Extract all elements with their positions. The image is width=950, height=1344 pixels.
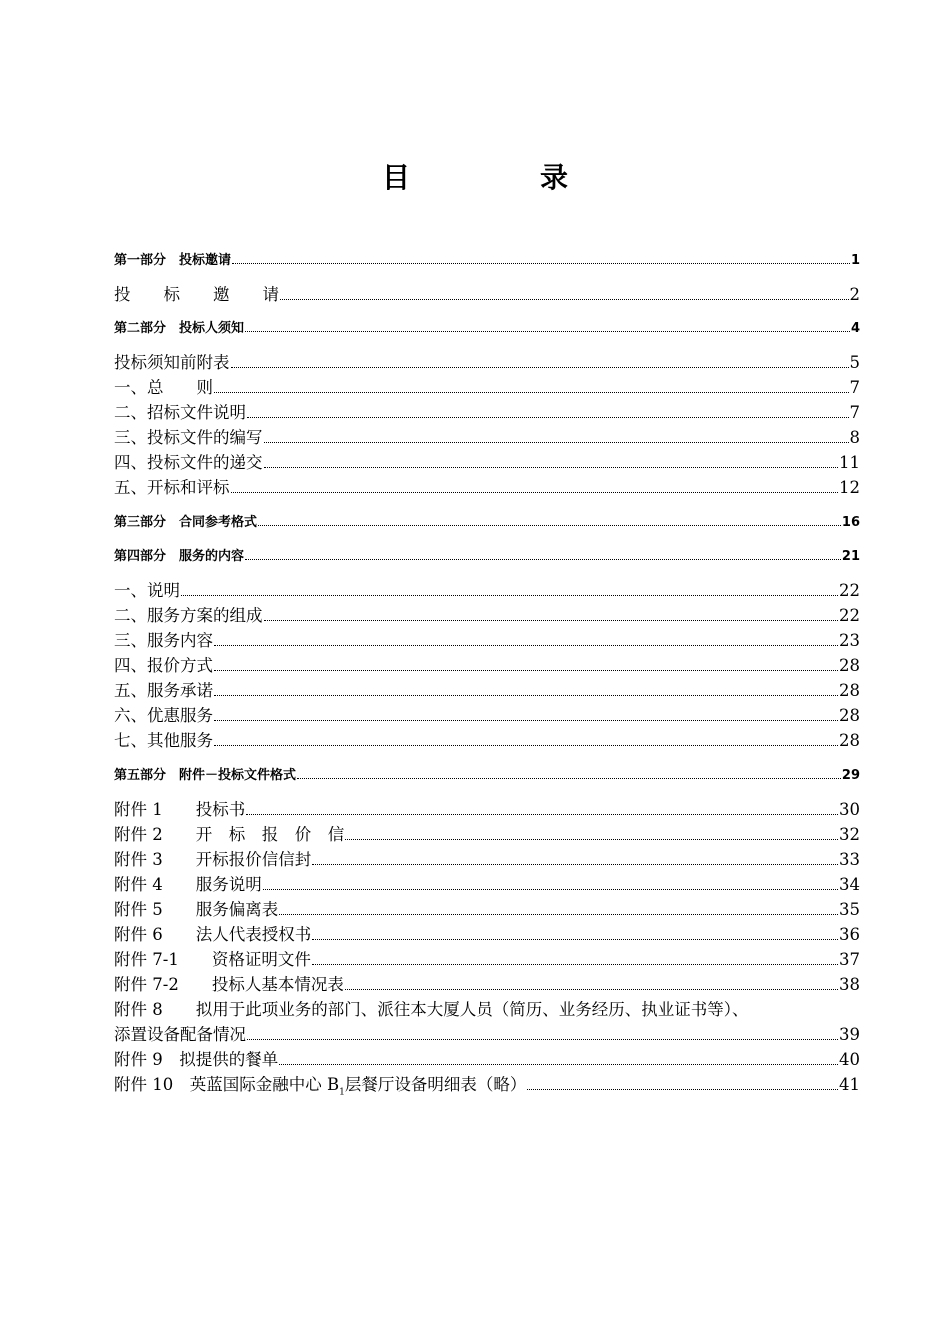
toc-entry-label: 附件 1 投标书: [114, 800, 246, 819]
toc-entry-page: 37: [839, 950, 860, 969]
toc-entry[interactable]: [114, 1021, 860, 1045]
toc-title-char-1: 目: [381, 161, 410, 194]
toc-entry[interactable]: [114, 846, 860, 870]
toc-entry-label: 附件 4 服务说明: [114, 875, 262, 894]
toc-entry-label: 附件 7-2 投标人基本情况表: [114, 975, 344, 994]
toc-entry-label: 四、报价方式: [114, 656, 213, 675]
toc-entry-label: 添置设备配备情况: [114, 1025, 246, 1044]
toc-entry[interactable]: [114, 702, 860, 726]
toc-entry-page: 21: [841, 549, 860, 564]
toc-entry-page: 30: [839, 800, 860, 819]
toc-entry[interactable]: [114, 946, 860, 970]
toc-entry[interactable]: [114, 424, 860, 448]
toc-entry-label: 一、总 则: [114, 378, 213, 397]
toc-entry-part-1[interactable]: [114, 249, 860, 268]
toc-entry-label: 三、投标文件的编写: [114, 428, 263, 447]
toc-entry-page: 28: [839, 681, 860, 700]
toc-entry-page: 41: [839, 1075, 860, 1094]
toc-entry-page: 32: [839, 825, 860, 844]
toc-entry[interactable]: [114, 281, 860, 305]
toc-entry[interactable]: [114, 896, 860, 920]
toc-entry-label: 第三部分 合同参考格式: [114, 515, 258, 530]
toc-entry[interactable]: [114, 449, 860, 473]
toc-entry-label: 第一部分 投标邀请: [114, 253, 232, 268]
toc-entry-label-head: 附件 10 英蓝国际金融中心 B: [114, 1075, 340, 1094]
toc-entry[interactable]: [114, 821, 860, 845]
toc-entry-page: 12: [839, 478, 860, 497]
toc-entry[interactable]: [114, 577, 860, 601]
toc-entry-label-tail: 层餐厅设备明细表（略）: [344, 1075, 527, 1094]
toc-entry[interactable]: [114, 796, 860, 820]
toc-entry[interactable]: [114, 652, 860, 676]
toc-entry-page: 34: [839, 875, 860, 894]
toc-entry-label: 投标须知前附表: [114, 353, 230, 372]
toc-entry-page: 36: [839, 925, 860, 944]
toc-entry-label: 第五部分 附件－投标文件格式: [114, 768, 297, 783]
toc-entry-label: 附件 8 拟用于此项业务的部门、派往本大厦人员（简历、业务经历、执业证书等）、: [114, 1000, 749, 1019]
toc-entry[interactable]: [114, 374, 860, 398]
toc-entry-label: 六、优惠服务: [114, 706, 213, 725]
toc-entry-label: 七、其他服务: [114, 731, 213, 750]
toc-entry-page: 22: [839, 606, 860, 625]
toc-entry-page: 39: [839, 1025, 860, 1044]
toc-entry-page: 38: [839, 975, 860, 994]
toc-entry-label: 附件 3 开标报价信信封: [114, 850, 312, 869]
toc-entry-label: 第二部分 投标人须知: [114, 321, 245, 336]
toc-entry-part-4[interactable]: [114, 545, 860, 564]
toc-entry-label: 三、服务内容: [114, 631, 213, 650]
toc-entry-label: 附件 5 服务偏离表: [114, 900, 279, 919]
toc-entry-label: 五、开标和评标: [114, 478, 230, 497]
toc-entry[interactable]: [114, 677, 860, 701]
toc-entry-page: 28: [839, 706, 860, 725]
toc-entry-label: 附件 6 法人代表授权书: [114, 925, 312, 944]
toc-entry[interactable]: [114, 871, 860, 895]
toc-entry-label-subscript: 1: [339, 1087, 345, 1098]
toc-entry-page: 35: [839, 900, 860, 919]
toc-entry-page: 28: [839, 731, 860, 750]
toc-entry-page: 4: [850, 321, 860, 336]
toc-entry[interactable]: [114, 627, 860, 651]
toc-entry-page: 23: [839, 631, 860, 650]
toc-entry-page: 1: [850, 253, 860, 268]
toc-entry-part-3[interactable]: [114, 511, 860, 530]
toc-entry-page: 7: [849, 403, 860, 422]
toc-entry[interactable]: [114, 1046, 860, 1070]
toc-entry-label: 第四部分 服务的内容: [114, 549, 245, 564]
toc-title-char-2: 录: [540, 161, 569, 194]
toc-entry-label: 附件 7-1 资格证明文件: [114, 950, 311, 969]
toc-entry[interactable]: [114, 921, 860, 945]
toc-entry-label: 二、招标文件说明: [114, 403, 246, 422]
toc-entry[interactable]: [114, 727, 860, 751]
toc-entry-label: 一、说明: [114, 581, 180, 600]
toc-entry-label: 二、服务方案的组成: [114, 606, 263, 625]
toc-entry[interactable]: [114, 474, 860, 498]
toc-entry-part-5[interactable]: [114, 764, 860, 783]
toc-entry-page: 7: [849, 378, 860, 397]
toc-entry-page: 5: [849, 353, 860, 372]
toc-entry-page: 16: [841, 515, 860, 530]
toc-entry-label: 四、投标文件的递交: [114, 453, 263, 472]
toc-entry-page: 33: [839, 850, 860, 869]
toc-entry-page: 40: [839, 1050, 860, 1069]
toc-entry-page: 8: [849, 428, 860, 447]
toc-title: [0, 156, 950, 196]
toc-entry-page: 22: [839, 581, 860, 600]
toc-entry-page: 28: [839, 656, 860, 675]
toc-entry[interactable]: [114, 971, 860, 995]
toc-entry-label: 附件 2 开 标 报 价 信: [114, 825, 345, 844]
toc-entry[interactable]: [114, 1071, 860, 1097]
toc-entry-label: [114, 1071, 526, 1097]
toc-entry-label: 投 标 邀 请: [114, 285, 279, 304]
toc-entry-page: 11: [839, 453, 860, 472]
toc-entry-label: 五、服务承诺: [114, 681, 213, 700]
toc-entry-continued-line[interactable]: [114, 996, 749, 1020]
toc-entry-page: 29: [841, 768, 860, 783]
toc-entry[interactable]: [114, 349, 860, 373]
toc-entry-part-2[interactable]: [114, 317, 860, 336]
toc-entry-page: 2: [849, 285, 860, 304]
toc-entry[interactable]: [114, 399, 860, 423]
toc-entry-label: 附件 9 拟提供的餐单: [114, 1050, 279, 1069]
toc-entry[interactable]: [114, 602, 860, 626]
